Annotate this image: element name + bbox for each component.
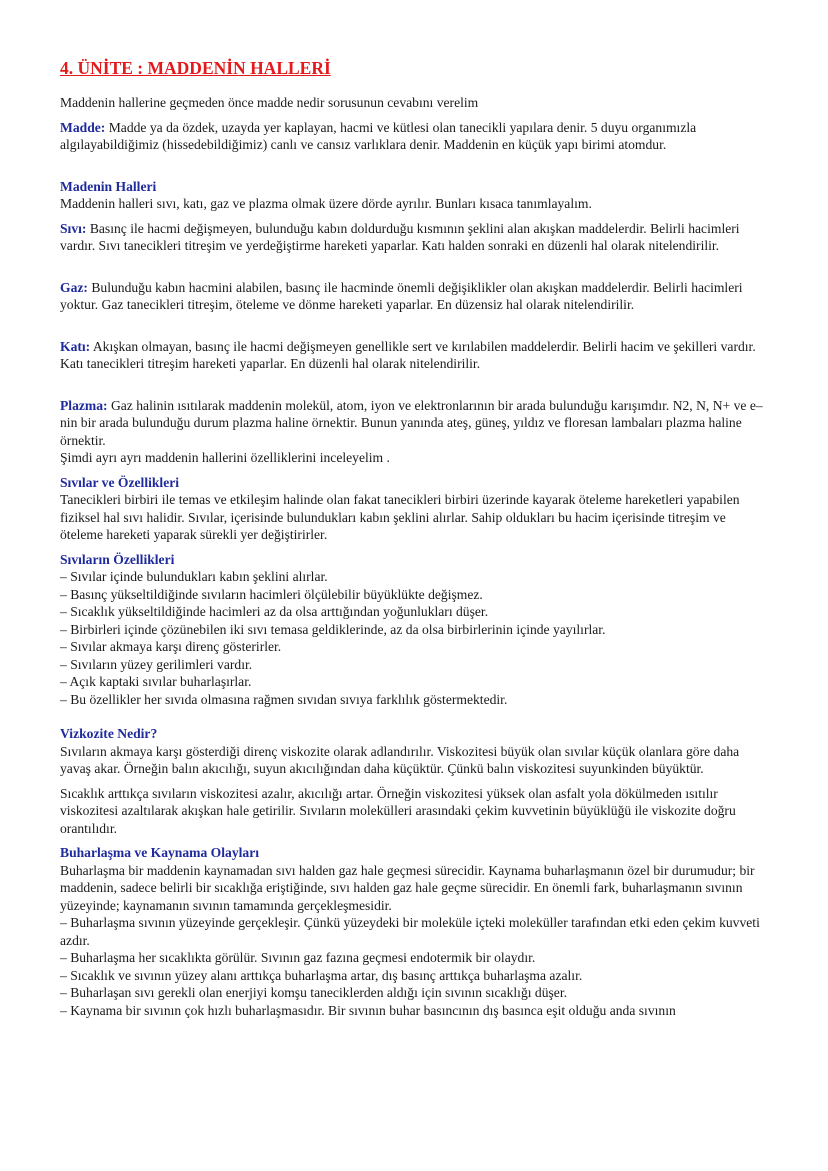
buharlasma-heading: Buharlaşma ve Kaynama Olayları [60, 845, 260, 860]
sivi-label: Sıvı: [60, 220, 87, 236]
vizkozite-heading: Vizkozite Nedir? [60, 726, 158, 741]
list-item: – Buharlaşan sıvı gerekli olan enerjiyi komşu taneciklerden aldığı için sıvının sıcaklığı düşer. [60, 985, 568, 1000]
madde-paragraph [60, 119, 768, 154]
vizkozite-text-1: Sıvıların akmaya karşı gösterdiği direnç viskozite olarak adlandırılır. Viskozitesi büyük olan sıvılar küçük olanlara göre daha yavaş akar. Örneğin balın akıcılığı, suyun akıcılığından daha küçüktür. Çünkü balın viskozitesi suyunkinden büyüktür. [60, 743, 740, 776]
plazma-followup: Şimdi ayrı ayrı maddenin hallerini özelliklerini inceleyelim . [60, 450, 390, 465]
plazma-paragraph [60, 397, 768, 450]
gaz-paragraph [60, 279, 768, 314]
list-item: – Kaynama bir sıvının çok hızlı buharlaşmasıdır. Bir sıvının buhar basıncının dış basınca eşit olduğu anda sıvının [60, 1002, 676, 1018]
gaz-label: Gaz: [60, 279, 88, 295]
vizkozite-text-2: Sıcaklık arttıkça sıvıların viskozitesi azalır, akıcılığı artar. Örneğin viskozitesi yüksek olan asfalt yola dökülmeden ısıtılır viskozitesi azaltılarak akışkan hale getirilir. Sıvıların molekülleri arasındaki çekim kuvvetinin büyüklüğü ile viskozite doğru orantılıdır. [60, 785, 736, 836]
buharlasma-text: Buharlaşma bir maddenin kaynamadan sıvı halden gaz hale geçmesi sürecidir. Kaynama buharlaşmanın özel bir durumudur; bir maddenin, sadece belirli bir sıcaklığa eriştiğinde, sıvı halden gaz hale geçme sürecidir. En önemli fark, buharlaşmanın sıvının yüzeyinde; kaynamanın sıvının tamamında gerçekleşmesidir. [60, 862, 755, 913]
kati-label: Katı: [60, 338, 91, 354]
list-item: – Sıvılar içinde bulundukları kabın şeklini alırlar. [60, 569, 328, 584]
page-title: 4. ÜNİTE : MADDENİN HALLERİ [60, 58, 331, 78]
sivilar-text: Tanecikleri birbiri ile temas ve etkileşim halinde olan fakat tanecikleri birbiri üzerinde kayarak öteleme hareketleri yapabilen fiziksel hal sıvı halidir. Sıvılar, içerisinde bulundukları kabın şeklini alırlar. Sahip oldukları bu hacim içerisinde titreşim ve öteleme hareketi yaparak sürekli yer değiştirirler. [60, 492, 740, 542]
list-item: – Buharlaşma sıvının yüzeyinde gerçekleşir. Çünkü yüzeydeki bir moleküle içteki moleküller tarafından etki eden çekim kuvveti azdır. [60, 915, 760, 948]
gaz-text: Bulunduğu kabın hacmini alabilen, basınç ile hacminde önemli değişiklikler olan akışkan maddelerdir. Belirli hacimleri yoktur. Gaz tanecikleri titreşim, öteleme ve dönme hareketi yaparlar. En düzensiz hal olarak nitelendirilir. [60, 279, 743, 312]
ozellikler-heading: Sıvıların Özellikleri [60, 551, 175, 567]
madde-label: Madde: [60, 119, 106, 135]
list-item: – Sıvılar akmaya karşı direnç gösterirler. [60, 639, 282, 654]
madde-text: Madde ya da özdek, uzayda yer kaplayan, hacmi ve kütlesi olan tanecikli yapılara denir. 5 duyu organımızla algılayabildiğimiz (hissedebildiğimiz) canlı ve cansız varlıklara denir. Maddenin en küçük yapı birimi atomdur. [60, 119, 697, 152]
list-item: – Sıcaklık yükseltildiğinde hacimleri az da olsa arttığından yoğunlukları düşer. [60, 604, 489, 619]
sivi-text: Basınç ile hacmi değişmeyen, bulunduğu kabın doldurduğu kısmının şeklini alan akışkan maddelerdir. Belirli hacimleri vardır. Sıvı tanecikleri titreşim ve yerdeğiştirme hareketi yaparlar. Katı halden sonraki en düzenli hal olarak nitelendirilir. [60, 220, 740, 253]
ozellikler-list [60, 568, 768, 708]
list-item: – Birbirleri içinde çözünebilen iki sıvı temasa geldiklerinde, az da olsa birbirlerinin içinde yayılırlar. [60, 621, 606, 637]
haller-heading: Madenin Halleri [60, 178, 157, 194]
list-item: – Açık kaptaki sıvılar buharlaşırlar. [60, 674, 252, 689]
haller-text: Maddenin halleri sıvı, katı, gaz ve plazma olmak üzere dörde ayrılır. Bunları kısaca tanımlayalım. [60, 196, 592, 211]
kati-paragraph [60, 338, 768, 373]
list-item: – Basınç yükseltildiğinde sıvıların hacimleri ölçülebilir büyüklükte değişmez. [60, 586, 483, 602]
list-item: – Bu özellikler her sıvıda olmasına rağmen sıvıdan sıvıya farklılık göstermektedir. [60, 691, 508, 707]
plazma-text: Gaz halinin ısıtılarak maddenin molekül, atom, iyon ve elektronlarının bir arada bulunduğu karışımdır. N2, N, N+ ve e– nin bir arada bulunduğu durum plazma haline örnektir. Bunun yanında ateş, güneş, yıldız ve floresan lambaları plazma haline örnektir. [60, 397, 763, 448]
list-item: – Sıcaklık ve sıvının yüzey alanı arttıkça buharlaşma artar, dış basınç arttıkça buharlaşma azalır. [60, 967, 583, 983]
list-item: – Sıvıların yüzey gerilimleri vardır. [60, 656, 253, 672]
kati-text: Akışkan olmayan, basınç ile hacmi değişmeyen genellikle sert ve kırılabilen maddelerdir. Belirli hacim ve şekilleri vardır. Katı tanecikleri titreşim hareketi yaparlar. En düzenli hal olarak nitelendirilir. [60, 338, 756, 371]
sivilar-heading: Sıvılar ve Özellikleri [60, 474, 180, 490]
plazma-label: Plazma: [60, 397, 108, 413]
buharlasma-list [60, 914, 768, 1019]
intro-paragraph: Maddenin hallerine geçmeden önce madde nedir sorusunun cevabını verelim [60, 95, 479, 110]
list-item: – Buharlaşma her sıcaklıkta görülür. Sıvının gaz fazına geçmesi endotermik bir olaydır. [60, 950, 536, 965]
sivi-paragraph [60, 220, 768, 255]
